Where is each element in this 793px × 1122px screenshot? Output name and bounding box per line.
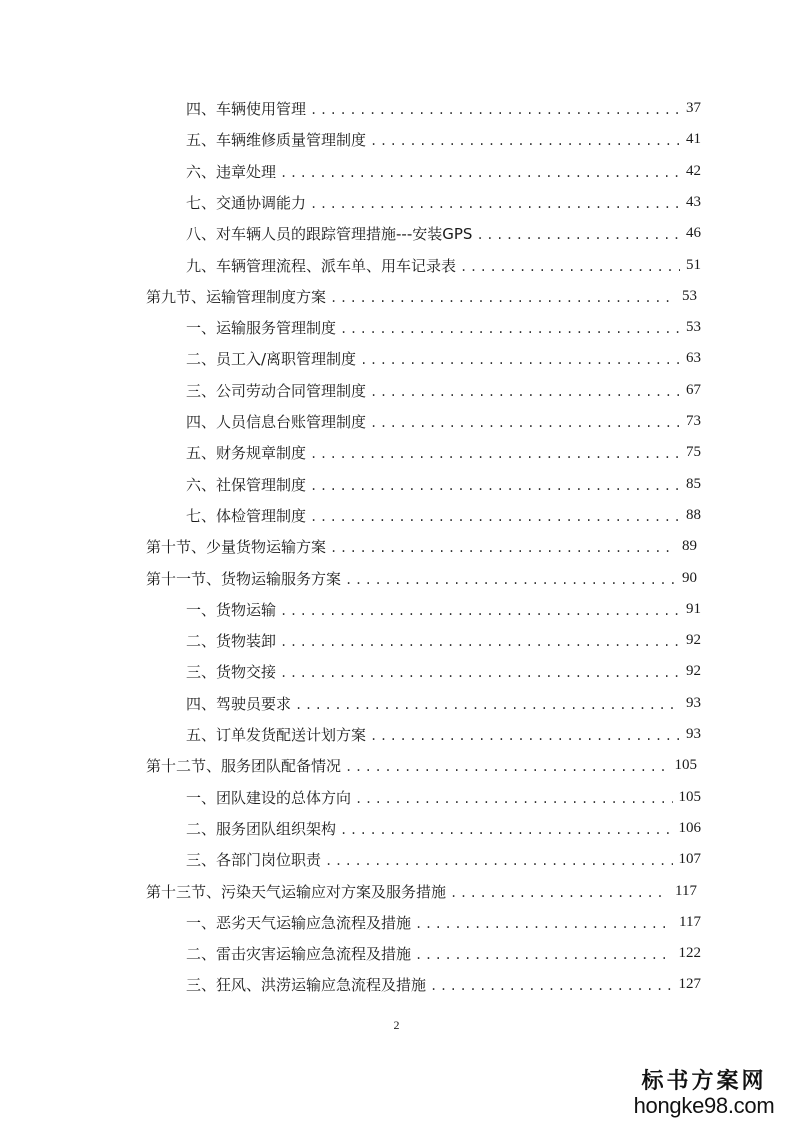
toc-dot-leader (345, 573, 676, 587)
toc-entry-title: 四、驾驶员要求 (186, 694, 292, 713)
toc-entry-page: 117 (675, 882, 697, 899)
toc-dot-leader (330, 291, 676, 305)
toc-entry[interactable] (186, 188, 701, 216)
toc-dot-leader (460, 260, 680, 274)
toc-entry-title: 八、对车辆人员的跟踪管理措施---安装GPS (186, 224, 473, 243)
toc-entry-title: 七、交通协调能力 (186, 193, 307, 212)
toc-entry-page: 88 (686, 506, 701, 523)
toc-entry-page: 105 (674, 756, 697, 773)
toc-dot-leader (415, 948, 672, 962)
toc-entry-title: 二、雷击灾害运输应急流程及措施 (186, 944, 412, 963)
toc-entry-page: 91 (686, 600, 701, 617)
toc-dot-leader (450, 886, 669, 900)
toc-entry[interactable] (186, 720, 701, 748)
toc-entry-title: 第十节、少量货物运输方案 (146, 537, 327, 556)
toc-entry-page: 73 (686, 412, 701, 429)
toc-entry-page: 46 (686, 224, 701, 241)
toc-entry-title: 一、货物运输 (186, 600, 277, 619)
toc-entry[interactable] (146, 751, 697, 779)
toc-dot-leader (280, 635, 680, 649)
toc-entry[interactable] (186, 939, 701, 967)
toc-entry[interactable] (186, 219, 701, 247)
toc-entry[interactable] (186, 313, 701, 341)
toc-entry-page: 117 (679, 913, 701, 930)
toc-dot-leader (310, 197, 680, 211)
toc-entry-title: 第九节、运输管理制度方案 (146, 287, 327, 306)
toc-entry[interactable] (146, 532, 697, 560)
toc-entry[interactable] (146, 282, 697, 310)
toc-entry-title: 四、人员信息台账管理制度 (186, 412, 367, 431)
toc-entry[interactable] (186, 407, 701, 435)
toc-entry-page: 42 (686, 162, 701, 179)
toc-entry-page: 75 (686, 443, 701, 460)
toc-entry-page: 106 (678, 819, 701, 836)
toc-entry-page: 90 (682, 569, 697, 586)
toc-entry-title: 一、运输服务管理制度 (186, 318, 337, 337)
toc-entry[interactable] (186, 783, 701, 811)
toc-dot-leader (345, 760, 668, 774)
toc-entry-title: 四、车辆使用管理 (186, 99, 307, 118)
toc-dot-leader (370, 385, 680, 399)
toc-entry-page: 63 (686, 349, 701, 366)
toc-entry-title: 三、公司劳动合同管理制度 (186, 381, 367, 400)
toc-dot-leader (415, 917, 673, 931)
toc-dot-leader (370, 729, 680, 743)
toc-entry[interactable] (186, 125, 701, 153)
toc-entry-page: 92 (686, 662, 701, 679)
toc-dot-leader (295, 698, 680, 712)
toc-entry[interactable] (186, 94, 701, 122)
toc-entry[interactable] (186, 157, 701, 185)
toc-entry-title: 五、财务规章制度 (186, 443, 307, 462)
toc-entry-title: 五、订单发货配送计划方案 (186, 725, 367, 744)
toc-dot-leader (325, 854, 672, 868)
toc-entry[interactable] (186, 376, 701, 404)
toc-dot-leader (310, 510, 680, 524)
watermark-name: 标书方案网 (641, 1068, 767, 1094)
toc-entry-page: 107 (678, 850, 701, 867)
toc-entry-title: 三、狂风、洪涝运输应急流程及措施 (186, 975, 427, 994)
toc-entry-page: 53 (686, 318, 701, 335)
toc-dot-leader (310, 447, 680, 461)
toc-dot-leader (476, 228, 680, 242)
toc-dot-leader (360, 353, 680, 367)
toc-entry-title: 二、货物装卸 (186, 631, 277, 650)
toc-entry[interactable] (186, 470, 701, 498)
toc-entry-page: 85 (686, 475, 701, 492)
toc-dot-leader (370, 416, 680, 430)
toc-entry[interactable] (186, 344, 701, 372)
watermark (629, 1068, 779, 1118)
toc-entry-title: 六、违章处理 (186, 162, 277, 181)
toc-entry-page: 89 (682, 537, 697, 554)
toc-entry-page: 122 (678, 944, 701, 961)
toc-entry-title: 第十二节、服务团队配备情况 (146, 756, 342, 775)
toc-entry-title: 二、员工入/离职管理制度 (186, 349, 357, 368)
toc-entry-page: 51 (686, 256, 701, 273)
toc-dot-leader (280, 604, 680, 618)
toc-entry-page: 41 (686, 130, 701, 147)
toc-entry-page: 92 (686, 631, 701, 648)
toc-dot-leader (310, 103, 680, 117)
watermark-url: hongke98.com (633, 1093, 775, 1118)
toc-dot-leader (340, 322, 680, 336)
toc-entry[interactable] (186, 845, 701, 873)
toc-entry[interactable] (146, 877, 697, 905)
toc-dot-leader (340, 823, 672, 837)
toc-entry[interactable] (186, 626, 701, 654)
toc-dot-leader (280, 166, 680, 180)
toc-entry[interactable] (186, 501, 701, 529)
toc-entry[interactable] (186, 970, 701, 998)
toc-entry[interactable] (146, 564, 697, 592)
toc-entry-title: 五、车辆维修质量管理制度 (186, 130, 367, 149)
toc-entry-page: 127 (678, 975, 701, 992)
toc-entry-title: 七、体检管理制度 (186, 506, 307, 525)
toc-entry-page: 37 (686, 99, 701, 116)
toc-entry-title: 九、车辆管理流程、派车单、用车记录表 (186, 256, 457, 275)
toc-entry[interactable] (186, 595, 701, 623)
toc-entry-title: 二、服务团队组织架构 (186, 819, 337, 838)
toc-entry[interactable] (186, 251, 701, 279)
toc-entry-title: 三、各部门岗位职责 (186, 850, 322, 869)
toc-entry-page: 53 (682, 287, 697, 304)
toc-entry[interactable] (186, 438, 701, 466)
page-number: 2 (393, 1018, 400, 1032)
toc-dot-leader (355, 792, 672, 806)
toc-entry-page: 43 (686, 193, 701, 210)
toc-entry-title: 六、社保管理制度 (186, 475, 307, 494)
toc-entry[interactable] (186, 689, 701, 717)
toc-entry-page: 93 (686, 725, 701, 742)
toc-entry-title: 三、货物交接 (186, 662, 277, 681)
toc-entry-title: 第十一节、货物运输服务方案 (146, 569, 342, 588)
toc-entry-page: 105 (678, 788, 701, 805)
toc-entry-page: 67 (686, 381, 701, 398)
toc-entry-title: 一、团队建设的总体方向 (186, 788, 352, 807)
toc-entry[interactable] (186, 908, 701, 936)
toc-dot-leader (370, 134, 680, 148)
toc-dot-leader (310, 479, 680, 493)
toc-entry[interactable] (186, 814, 701, 842)
toc-entry[interactable] (186, 657, 701, 685)
toc-entry-title: 一、恶劣天气运输应急流程及措施 (186, 913, 412, 932)
toc-dot-leader (280, 666, 680, 680)
toc-entry-page: 93 (686, 694, 701, 711)
toc-dot-leader (330, 541, 676, 555)
toc-dot-leader (430, 979, 672, 993)
toc-entry-title: 第十三节、污染天气运输应对方案及服务措施 (146, 882, 447, 901)
